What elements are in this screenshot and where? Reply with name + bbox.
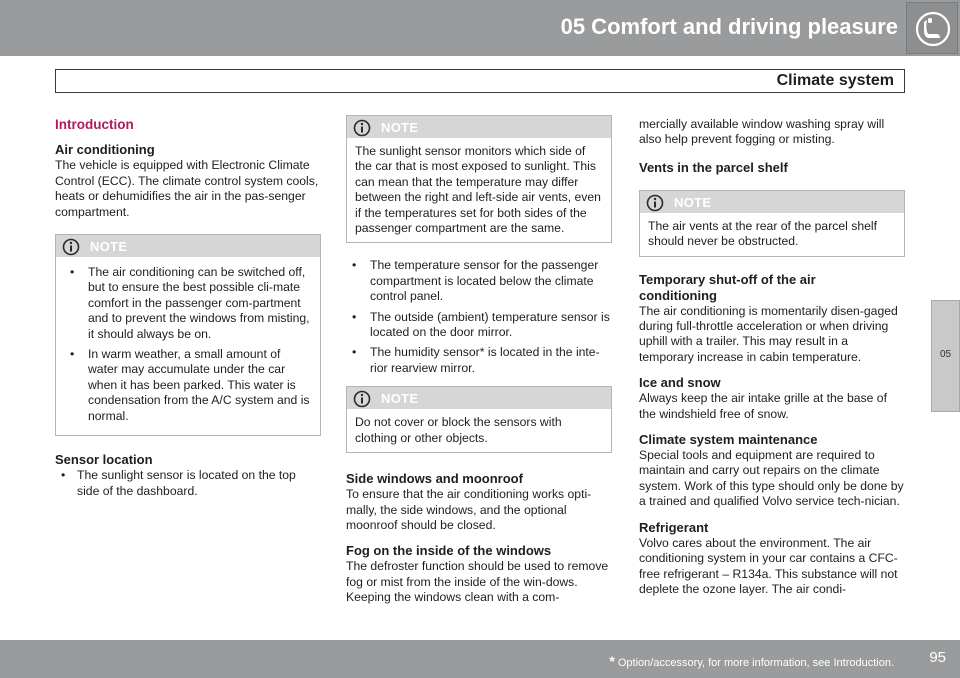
note-header [640,191,904,213]
section-title-bar [55,69,905,93]
seat-icon [915,11,951,47]
note-box-parcel-shelf [639,190,905,257]
introduction-heading: Introduction [55,117,134,132]
air-conditioning-heading: Air conditioning [55,142,155,158]
chapter-title: 05 Comfort and driving pleasure [560,14,898,39]
list-item: • The temperature sensor for the passenger compartment is located below the climate control panel. [346,258,612,304]
refrigerant-text: Volvo cares about the environment. The air conditioning system in your car contains a CFC-free refrigerant – R134a. This substance will not deplete the ozone layer. The air condi- [639,535,898,596]
note-body [56,257,320,435]
list-item: • The air conditioning can be switched off, but to ensure the best possible cli-mate comfort in the passenger com-partment and to prevent the windows from misting, it should always be on. [64,265,312,342]
shutoff-heading: Temporary shut-off of the air conditioning [639,271,816,303]
vents-heading: Vents in the parcel shelf [639,159,788,175]
fog-text: The defroster function should be used to remove fog or mist from the inside of the win-dows. Keeping the windows clean with a com- [346,559,609,605]
fog-heading: Fog on the inside of the windows [346,543,552,559]
list-item: • The sunlight sensor is located on the top side of the dashboard. [55,468,321,499]
note-label: NOTE [90,239,128,255]
maintenance-heading: Climate system maintenance [639,432,818,448]
sensor-location-heading: Sensor location [55,452,153,468]
ice-snow-heading: Ice and snow [639,375,721,391]
note-box-sunlight-sensor [346,115,612,243]
list-item: • The outside (ambient) temperature sensor is located on the door mirror. [346,310,612,341]
note-body [640,213,904,256]
note-header [347,116,611,138]
info-icon [62,238,80,256]
sensor-list [346,258,612,376]
chapter-side-tab[interactable] [931,300,960,412]
note-label: NOTE [381,391,419,407]
list-item: • The humidity sensor* is located in the inte-rior rearview mirror. [346,345,612,376]
chapter-side-tab-label: 05 [939,349,952,360]
note-box-air-conditioning [55,234,321,436]
note-box-sensors [346,386,612,453]
side-windows-text: To ensure that the air conditioning works opti-mally, the side windows, and the optional moonroof should be closed. [346,487,592,532]
column-2 [346,115,612,606]
note-header [347,387,611,409]
refrigerant-heading: Refrigerant [639,519,709,535]
note-text: Do not cover or block the sensors with clothing or other objects. [355,415,562,445]
column-3 [639,117,905,597]
column-1 [55,110,321,499]
note-body [347,138,611,242]
maintenance-text: Special tools and equipment are required to maintain and carry out repairs on the climate system. Work of this type should only be done by a trained and qualified Volvo service tech-nician. [639,448,904,509]
shutoff-text: The air conditioning is momentarily disen-gaged during full-throttle acceleration or when driving uphill with a trailer. This may result in a temporary increase in cabin temperature. [639,303,898,364]
chapter-header-band [0,0,960,56]
side-windows-heading: Side windows and moonroof [346,471,523,487]
note-label: NOTE [674,194,712,210]
info-icon [353,390,371,408]
info-icon [353,119,371,137]
footer-star: * [609,653,615,669]
footer-band [0,640,960,678]
fog-text-continued: mercially available window washing spray will also help prevent fogging or misting. [639,117,885,147]
list-item: • In warm weather, a small amount of water may accumulate under the car when it has been parked. This water is condensation from the A/C system and is normal. [64,347,312,424]
section-title: Climate system [776,72,894,89]
note-header [56,235,320,257]
page-number: 95 [929,649,946,666]
chapter-icon-box [906,2,958,54]
info-icon [646,194,664,212]
note-body [347,409,611,452]
sensor-location-list [55,468,321,499]
note-bullet-list [64,265,312,424]
note-text: The air vents at the rear of the parcel shelf should never be obstructed. [648,218,877,249]
ice-snow-text: Always keep the air intake grille at the base of the windshield free of snow. [639,391,887,421]
footer-note [609,653,894,669]
footer-note-text: Option/accessory, for more information, see Introduction. [614,657,894,669]
air-conditioning-text: The vehicle is equipped with Electronic Climate Control (ECC). The climate control system cools, heats or dehumidifies the air in the pas-senger compartment. [55,158,319,219]
note-text: The sunlight sensor monitors which side of the car that is most exposed to sunlight. This can mean that the temperature may differ between the right and left-side air vents, even if the temperatures set for both sides of the passenger compartment are the same. [355,144,601,236]
note-label: NOTE [381,120,419,135]
